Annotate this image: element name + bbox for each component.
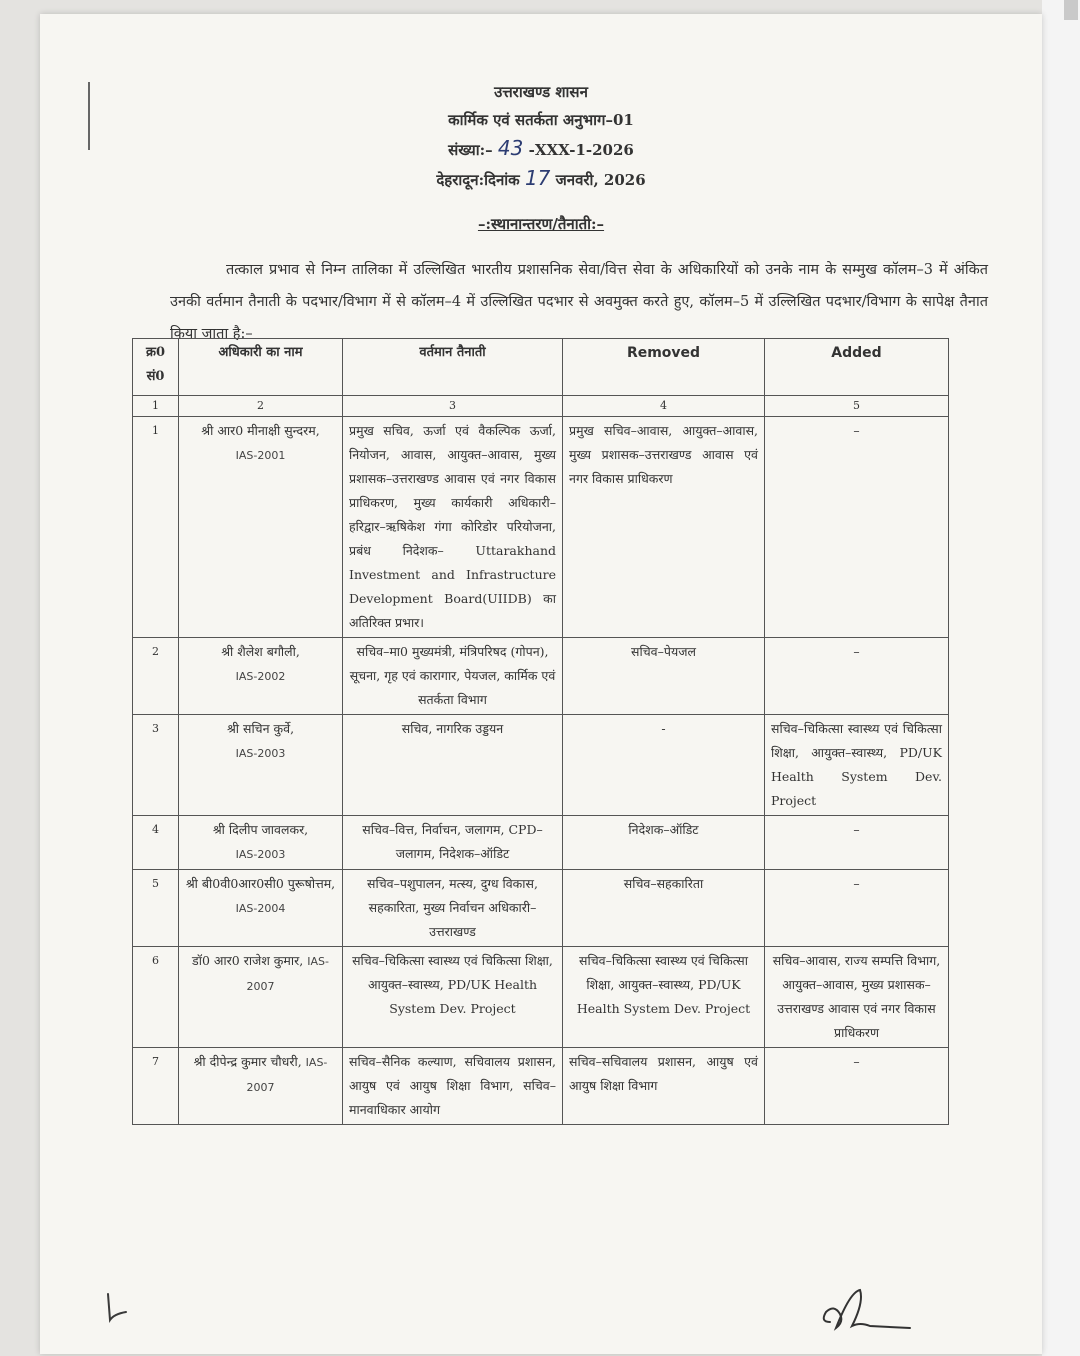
row-removed: प्रमुख सचिव–आवास, आयुक्त–आवास, मुख्य प्रशासक–उत्तराखण्ड आवास एवं नगर विकास प्राधिकरण (563, 417, 765, 638)
row-officer (179, 816, 343, 870)
row-removed: सचिव–सचिवालय प्रशासन, आयुष एवं आयुष शिक्षा विभाग (563, 1048, 765, 1125)
column-number: 4 (563, 396, 765, 417)
row-officer (179, 417, 343, 638)
table-row (133, 715, 949, 816)
officer-service: IAS-2007 (246, 1056, 328, 1094)
subject-line: –:स्थानान्तरण/तैनाती:– (477, 215, 605, 233)
header-current: वर्तमान तैनाती (343, 339, 563, 396)
row-sn: 2 (133, 638, 179, 715)
order-number-suffix: -XXX-1-2026 (528, 141, 634, 159)
row-current: सचिव–चिकित्सा स्वास्थ्य एवं चिकित्सा शिक्षा, आयुक्त–स्वास्थ्य, PD/UK Health System Dev. Project (343, 947, 563, 1048)
column-number-row (133, 396, 949, 417)
order-date-suffix: जनवरी, 2026 (555, 171, 646, 189)
order-number-prefix: संख्या:– (448, 141, 493, 159)
officer-name: श्री आर0 मीनाक्षी सुन्दरम, (201, 423, 320, 438)
officer-name: श्री शैलेश बगौली, (221, 644, 300, 659)
row-current: सचिव–पशुपालन, मत्स्य, दुग्ध विकास, सहकारिता, मुख्य निर्वाचन अधिकारी– उत्तराखण्ड (343, 870, 563, 947)
order-number-handwritten: 43 (497, 136, 524, 160)
row-sn: 4 (133, 816, 179, 870)
row-added: – (765, 870, 949, 947)
header-added: Added (765, 339, 949, 396)
header-name: अधिकारी का नाम (179, 339, 343, 396)
officer-name: श्री दिलीप जावलकर, (212, 822, 309, 837)
row-officer (179, 638, 343, 715)
officer-name: श्री बी0वी0आर0सी0 पुरूषोत्तम, (185, 876, 336, 891)
table-header-row (133, 339, 949, 396)
table-row (133, 947, 949, 1048)
order-date-handwritten: 17 (524, 166, 551, 190)
department-title: कार्मिक एवं सतर्कता अनुभाग–01 (448, 111, 634, 129)
row-sn: 7 (133, 1048, 179, 1125)
officer-name: डॉ0 आर0 राजेश कुमार, (192, 953, 304, 968)
table-row (133, 638, 949, 715)
row-officer (179, 1048, 343, 1125)
officer-service: IAS-2003 (235, 848, 286, 861)
row-current: प्रमुख सचिव, ऊर्जा एवं वैकल्पिक ऊर्जा, नियोजन, आवास, आयुक्त–आवास, मुख्य प्रशासक–उत्तराखण्ड आवास एवं नगर विकास प्राधिकरण, मुख्य कार्यकारी अधिकारी–हरिद्वार–ऋषिकेश गंगा कोरिडोर परियोजना, प्रबंध निदेशक– Uttarakhand Investment and Infrastructure Development Board(UIIDB) का अतिरिक्त प्रभार। (343, 417, 563, 638)
column-number: 2 (179, 396, 343, 417)
signature-right (800, 1282, 920, 1342)
row-sn: 3 (133, 715, 179, 816)
order-date-prefix: देहरादून:दिनांक (436, 171, 520, 189)
table-row (133, 816, 949, 870)
row-added: – (765, 417, 949, 638)
row-removed: सचिव–सहकारिता (563, 870, 765, 947)
row-officer (179, 947, 343, 1048)
column-number: 5 (765, 396, 949, 417)
row-current: सचिव, नागरिक उड्डयन (343, 715, 563, 816)
row-added: – (765, 816, 949, 870)
row-officer (179, 715, 343, 816)
row-current: सचिव–वित्त, निर्वाचन, जलागम, CPD–जलागम, निदेशक–ऑडिट (343, 816, 563, 870)
column-number: 1 (133, 396, 179, 417)
initial-mark-left (100, 1290, 140, 1330)
scroll-marker (1064, 0, 1078, 20)
row-removed: - (563, 715, 765, 816)
row-officer (179, 870, 343, 947)
row-sn: 6 (133, 947, 179, 1048)
row-removed: सचिव–चिकित्सा स्वास्थ्य एवं चिकित्सा शिक्षा, आयुक्त–स्वास्थ्य, PD/UK Health System Dev. Project (563, 947, 765, 1048)
intro-paragraph: तत्काल प्रभाव से निम्न तालिका में उल्लिखित भारतीय प्रशासनिक सेवा/वित्त सेवा के अधिकारियों को उनके नाम के सम्मुख कॉलम–3 में अंकित उनकी वर्तमान तैनाती के पदभार/विभाग में से कॉलम–4 में उल्लिखित पदभार से अवमुक्त करते हुए, कॉलम–5 में उल्लिखित पदभार/विभाग के सापेक्ष तैनात किया जाता है:– (170, 262, 988, 342)
govt-title: उत्तराखण्ड शासन (494, 83, 588, 101)
row-sn: 1 (133, 417, 179, 638)
table-row (133, 1048, 949, 1125)
row-removed: सचिव–पेयजल (563, 638, 765, 715)
row-current: सचिव–सैनिक कल्याण, सचिवालय प्रशासन, आयुष एवं आयुष शिक्षा विभाग, सचिव–मानवाधिकार आयोग (343, 1048, 563, 1125)
row-added: – (765, 1048, 949, 1125)
row-added: सचिव–आवास, राज्य सम्पत्ति विभाग, आयुक्त–आवास, मुख्य प्रशासक–उत्तराखण्ड आवास एवं नगर विकास प्राधिकरण (765, 947, 949, 1048)
row-added: सचिव–चिकित्सा स्वास्थ्य एवं चिकित्सा शिक्षा, आयुक्त–स्वास्थ्य, PD/UK Health System Dev. Project (765, 715, 949, 816)
page-edge (1042, 0, 1080, 1356)
order-date (40, 166, 1042, 190)
transfer-table (132, 338, 949, 1125)
table-row (133, 417, 949, 638)
header-removed: Removed (563, 339, 765, 396)
officer-service: IAS-2004 (235, 902, 286, 915)
officer-name: श्री सचिन कुर्वे, (226, 721, 295, 736)
officer-service: IAS-2003 (235, 747, 286, 760)
row-current: सचिव–मा0 मुख्यमंत्री, मंत्रिपरिषद (गोपन), सूचना, गृह एवं कारागार, पेयजल, कार्मिक एवं सतर्कता विभाग (343, 638, 563, 715)
row-removed: निदेशक–ऑडिट (563, 816, 765, 870)
officer-service: IAS-2001 (235, 449, 286, 462)
row-added: – (765, 638, 949, 715)
column-number: 3 (343, 396, 563, 417)
officer-service: IAS-2002 (235, 670, 286, 683)
header-sn: क्र0 सं0 (133, 339, 179, 396)
table-row (133, 870, 949, 947)
order-number (40, 136, 1042, 160)
row-sn: 5 (133, 870, 179, 947)
officer-service: IAS-2007 (246, 955, 329, 993)
officer-name: श्री दीपेन्द्र कुमार चौधरी, (193, 1054, 302, 1069)
